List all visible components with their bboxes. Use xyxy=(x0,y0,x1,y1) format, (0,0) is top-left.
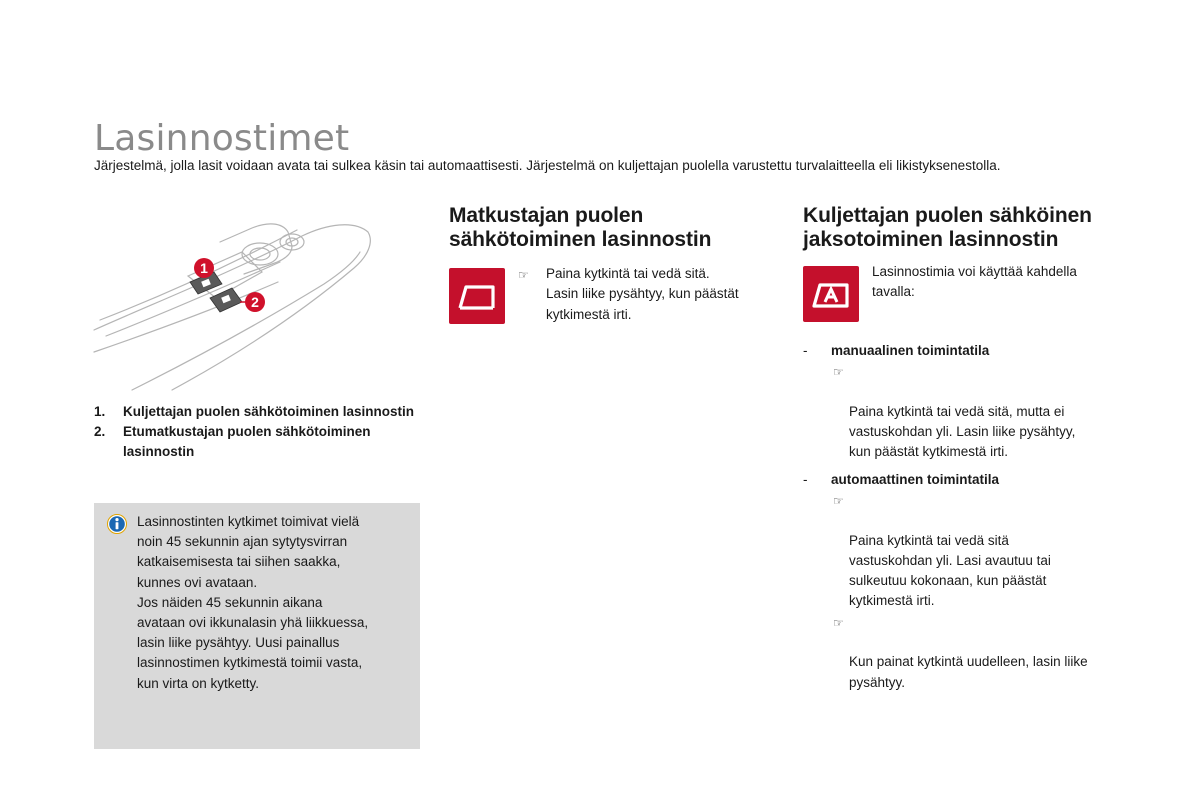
info-box xyxy=(94,503,420,749)
pointing-hand-icon: ☞ xyxy=(833,494,844,508)
window-manual-icon xyxy=(449,268,505,324)
automatic-mode-title: automaattinen toimintatila xyxy=(831,472,1000,487)
info-text: Lasinnostinten kytkimet toimivat vielä noin 45 sekunnin ajan sytytysvirran katkaisemisesta tai siihen saakka, kunnes ovi avataan. Jos näiden 45 sekunnin aikana avataan ovi ikkunalasin yhä liikkuessa, lasin liike pysähtyy. Uusi painallus lasinnostimen kytkimestä toimii vasta, kun virta on kytketty. xyxy=(137,514,369,691)
window-switch-illustration xyxy=(92,212,374,392)
page-title: Lasinnostimet xyxy=(94,118,350,159)
window-auto-icon xyxy=(803,266,859,322)
driver-section-title: Kuljettajan puolen sähköinen jaksotoiminen lasinnostin xyxy=(803,204,1092,251)
pointing-hand-icon: ☞ xyxy=(833,365,844,379)
info-icon xyxy=(107,514,127,534)
legend-item: 2. Etumatkustajan puolen sähkötoiminen lasinnostin xyxy=(94,424,371,459)
list-item: ☞ Kun painat kytkintä uudelleen, lasin liike pysähtyy. xyxy=(833,612,1133,693)
list-item: ☞ Paina kytkintä tai vedä sitä, mutta ei vastuskohdan yli. Lasin liike pysähtyy, kun päästät kytkimestä irti. xyxy=(833,361,1133,462)
svg-text:2: 2 xyxy=(251,294,259,310)
list-item: ☞ Paina kytkintä tai vedä sitä vastuskohdan yli. Lasi avautuu tai sulkeutuu kokonaan, kun päästät kytkimestä irti. xyxy=(833,490,1133,612)
svg-text:1: 1 xyxy=(200,260,208,276)
driver-intro: Lasinnostimia voi käyttää kahdella tavalla: xyxy=(872,264,1077,300)
callout-2 xyxy=(240,292,265,312)
pointing-hand-icon: ☞ xyxy=(518,268,529,282)
callout-1 xyxy=(194,258,214,278)
intro-text: Järjestelmä, jolla lasit voidaan avata tai sulkea käsin tai automaattisesti. Järjestelmä on kuljettajan puolella varustettu turvalaitteella eli likistyksenestolla. xyxy=(94,158,1001,173)
pointing-hand-icon: ☞ xyxy=(833,615,844,630)
passenger-section-title: Matkustajan puolen sähkötoiminen lasinnostin xyxy=(449,204,712,251)
legend-item: 1. Kuljettajan puolen sähkötoiminen lasinnostin xyxy=(94,404,415,419)
manual-mode-title: manuaalinen toimintatila xyxy=(831,343,990,358)
switch-legend xyxy=(94,402,424,462)
